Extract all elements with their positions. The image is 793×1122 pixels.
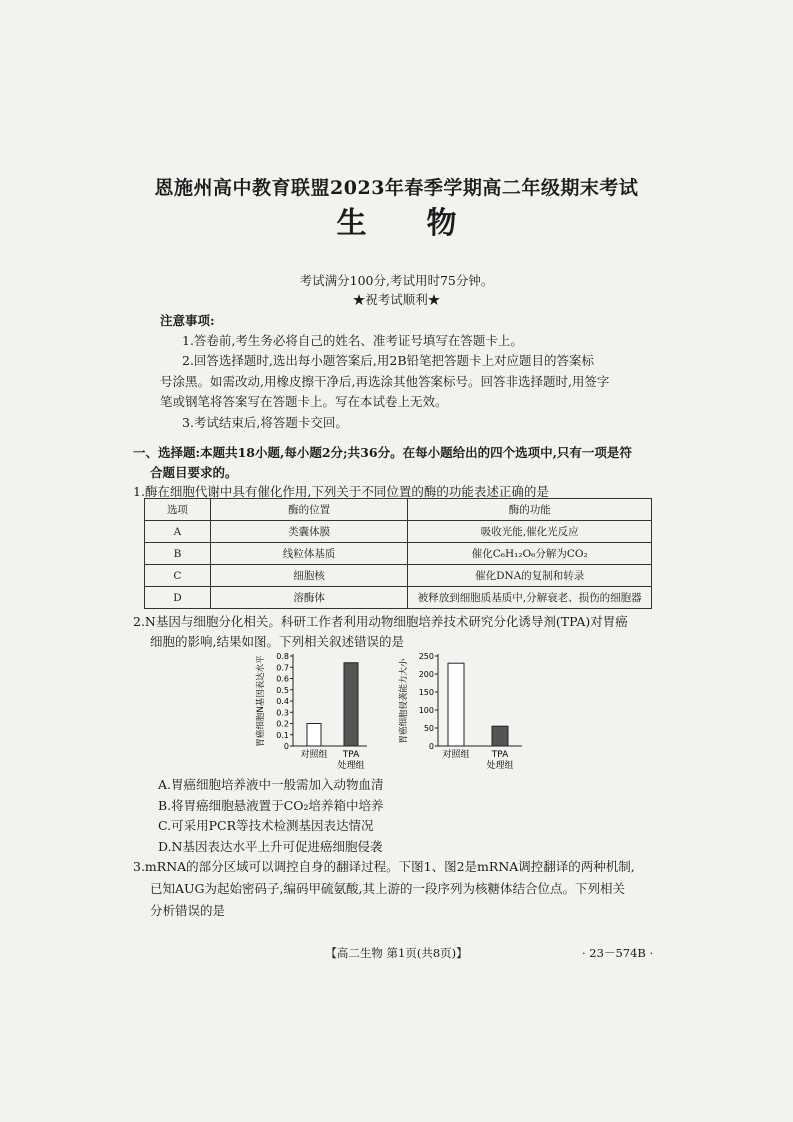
table-cell: D <box>145 587 211 609</box>
y-tick-label: 0.8 <box>276 652 289 661</box>
x-category-label: 处理组 <box>486 761 514 771</box>
y-axis-label: 胃癌细胞侵袭能力大小 <box>399 658 409 744</box>
q2-option-b: B.将胃癌细胞悬液置于CO₂培养箱中培养 <box>158 798 384 813</box>
table-header-row <box>145 499 652 521</box>
table-cell: 类囊体膜 <box>210 521 408 543</box>
subject-title: 生物 <box>336 206 517 241</box>
y-tick-label: 0.2 <box>276 719 289 729</box>
table-cell: 细胞核 <box>210 565 408 587</box>
table-cell: A <box>145 521 211 543</box>
x-category-label: 处理组 <box>337 761 365 771</box>
bar <box>448 663 464 746</box>
q3-line-3: 分析错误的是 <box>150 903 226 918</box>
q3-line-2: 已知AUG为起始密码子,编码甲硫氨酸,其上游的一段序列为核糖体结合位点。下列相关 <box>150 881 625 896</box>
notes-line-5: 3.考试结束后,将答题卡交回。 <box>182 415 348 430</box>
notes-line-3: 号涂黑。如需改动,用橡皮擦干净后,再选涂其他答案标号。回答非选择题时,用签字 <box>160 374 610 389</box>
table-row <box>145 521 652 543</box>
table-cell: 吸收光能,催化光反应 <box>408 521 652 543</box>
table-cell: C <box>145 565 211 587</box>
q2-option-c: C.可采用PCR等技术检测基因表达情况 <box>158 818 374 833</box>
table-header-cell: 酶的位置 <box>210 499 408 521</box>
paper-code: · 23－574B · <box>582 946 654 960</box>
y-tick-label: 0.1 <box>276 730 289 740</box>
y-tick-label: 0 <box>428 742 434 751</box>
q3-line-1: 3.mRNA的部分区域可以调控自身的翻译过程。下图1、图2是mRNA调控翻译的两种机制, <box>133 859 635 874</box>
y-tick-label: 0.3 <box>276 708 289 718</box>
gene-expression-chart <box>255 648 375 776</box>
x-category-label: TPA <box>491 750 509 760</box>
invasion-ability-chart <box>398 648 528 776</box>
q1-stem: 1.酶在细胞代谢中具有催化作用,下列关于不同位置的酶的功能表述正确的是 <box>133 484 549 499</box>
q1-table <box>144 498 652 609</box>
y-tick-label: 250 <box>418 652 434 661</box>
page-footer: 【高二生物 第1页(共8页)】 <box>325 946 468 960</box>
x-category-label: TPA <box>342 750 360 760</box>
q2-stem-line-2: 细胞的影响,结果如图。下列相关叙述错误的是 <box>150 634 404 649</box>
y-tick-label: 0 <box>283 742 289 751</box>
table-cell: B <box>145 543 211 565</box>
table-cell: 催化C₆H₁₂O₆分解为CO₂ <box>408 543 652 565</box>
section1-line-1: 一、选择题:本题共18小题,每小题2分;共36分。在每小题给出的四个选项中,只有一项是符 <box>133 445 632 460</box>
y-tick-label: 50 <box>423 724 434 733</box>
exam-info: 考试满分100分,考试用时75分钟。 <box>299 273 494 288</box>
exam-wish: ★祝考试顺利★ <box>352 292 441 307</box>
exam-title: 恩施州高中教育联盟2023年春季学期高二年级期末考试 <box>154 177 639 199</box>
table-cell: 溶酶体 <box>210 587 408 609</box>
bar <box>344 663 358 746</box>
y-tick-label: 100 <box>418 706 434 715</box>
table-header-cell: 酶的功能 <box>408 499 652 521</box>
y-tick-label: 200 <box>418 670 434 679</box>
table-cell: 被释放到细胞质基质中,分解衰老、损伤的细胞器 <box>408 587 652 609</box>
q2-stem-line-1: 2.N基因与细胞分化相关。科研工作者利用动物细胞培养技术研究分化诱导剂(TPA)对胃癌 <box>133 614 628 629</box>
section1-line-2: 合题目要求的。 <box>150 465 238 480</box>
table-row <box>145 587 652 609</box>
table-cell: 催化DNA的复制和转录 <box>408 565 652 587</box>
notes-line-4: 笔或钢笔将答案写在答题卡上。写在本试卷上无效。 <box>160 394 448 409</box>
table-cell: 线粒体基质 <box>210 543 408 565</box>
bar <box>492 726 508 746</box>
y-tick-label: 0.7 <box>276 663 289 673</box>
notes-line-2: 2.回答选择题时,选出每小题答案后,用2B铅笔把答题卡上对应题目的答案标 <box>182 353 595 368</box>
notes-line-1: 1.答卷前,考生务必将自己的姓名、准考证号填写在答题卡上。 <box>182 333 523 348</box>
q2-option-d: D.N基因表达水平上升可促进癌细胞侵袭 <box>158 839 383 854</box>
y-axis-label: 胃癌细胞N基因表达水平 <box>256 655 266 747</box>
table-header-cell: 选项 <box>145 499 211 521</box>
y-tick-label: 0.5 <box>276 685 289 695</box>
y-tick-label: 150 <box>418 688 434 697</box>
y-tick-label: 0.4 <box>276 697 289 706</box>
q2-option-a: A.胃癌细胞培养液中一般需加入动物血清 <box>158 777 384 792</box>
notes-heading: 注意事项: <box>160 313 215 328</box>
y-tick-label: 0.6 <box>276 674 289 684</box>
x-category-label: 对照组 <box>300 750 328 760</box>
table-row <box>145 543 652 565</box>
x-category-label: 对照组 <box>442 750 470 760</box>
table-row <box>145 565 652 587</box>
bar <box>307 724 321 747</box>
